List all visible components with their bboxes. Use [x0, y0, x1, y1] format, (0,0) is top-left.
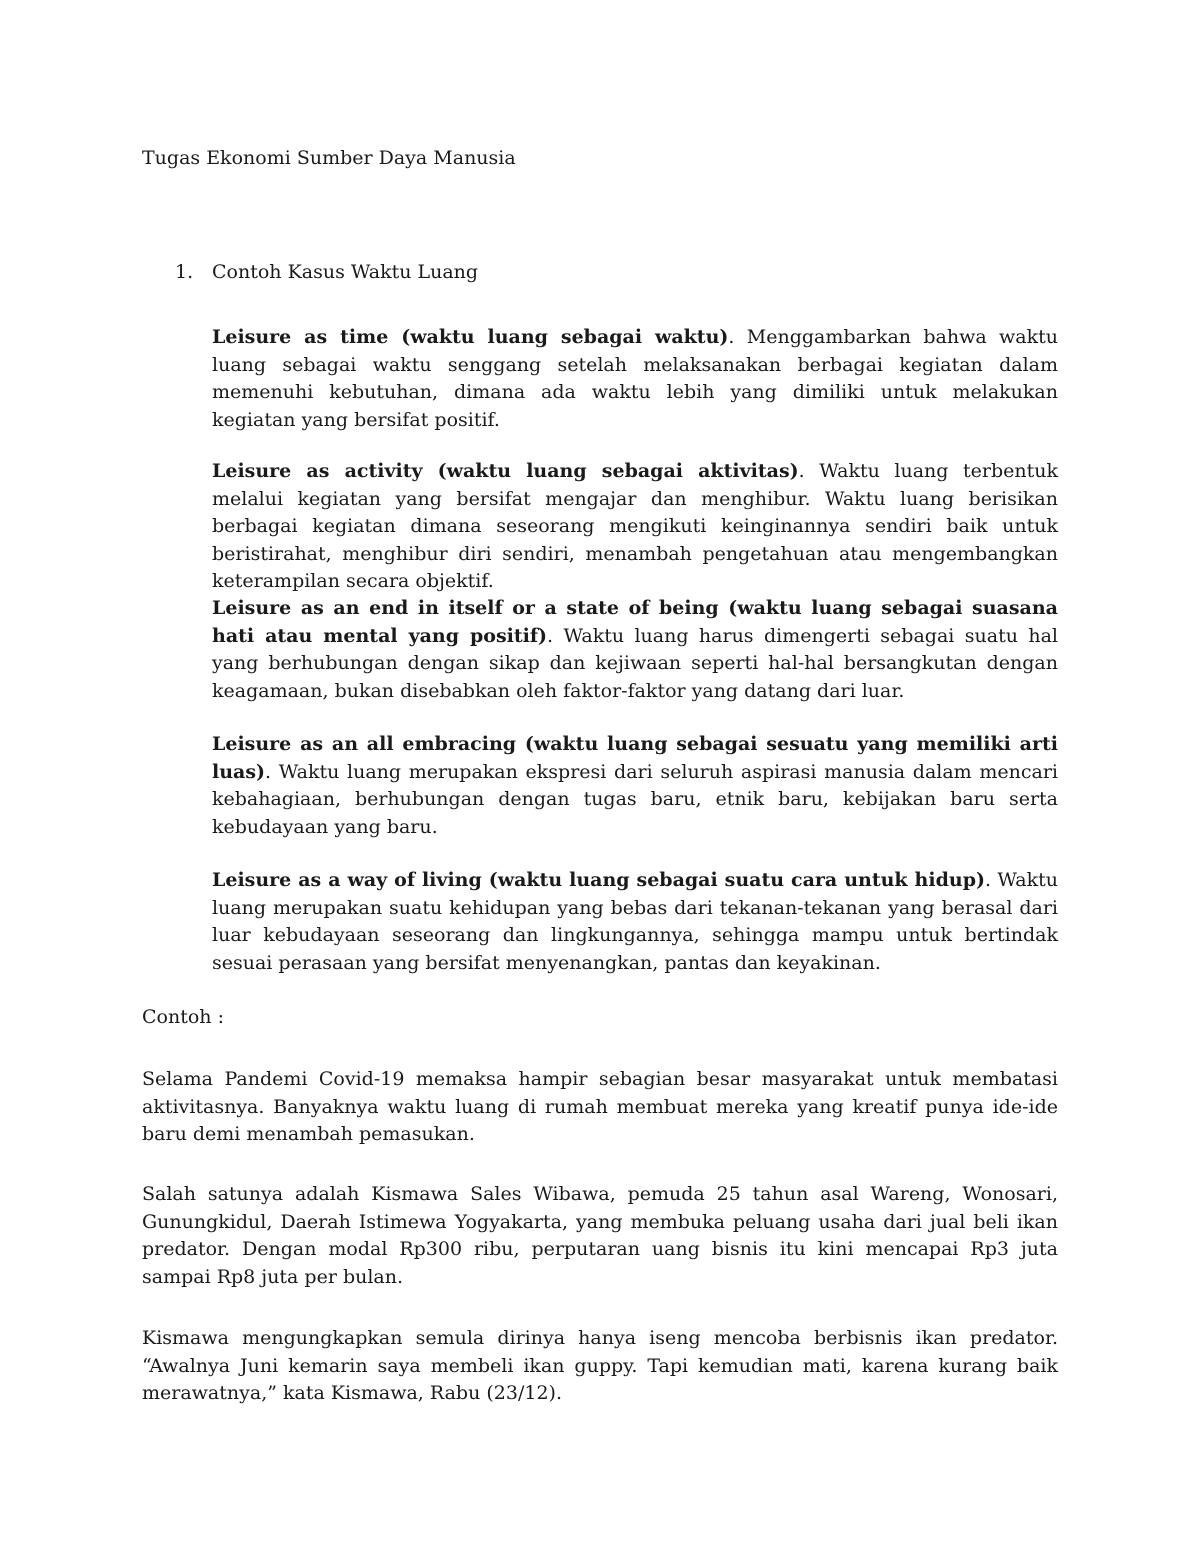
definition-paragraph	[212, 458, 1058, 596]
list-heading: Contoh Kasus Waktu Luang	[212, 261, 479, 283]
definition-paragraph	[212, 595, 1058, 705]
definition-term: Leisure as an all embracing (waktu luang sebagai sesuatu yang memiliki arti luas)	[212, 733, 1058, 783]
definition-description: . Waktu luang terbentuk melalui kegiatan yang bersifat mengajar dan menghibur. Waktu luang berisikan berbagai kegiatan dimana seseorang mengikuti keinginannya sendiri baik untuk beristirahat, menghibur diri sendiri, menambah pengetahuan atau mengembangkan keterampilan secara objektif.	[212, 460, 1058, 592]
example-paragraph: Kismawa mengungkapkan semula dirinya hanya iseng mencoba berbisnis ikan predator. “Awalnya Juni kemarin saya membeli ikan guppy. Tapi kemudian mati, karena kurang baik merawatnya,” kata Kismawa, Rabu (23/12).	[142, 1327, 1058, 1404]
definition-description: . Waktu luang harus dimengerti sebagai suatu hal yang berhubungan dengan sikap dan kejiwaan seperti hal-hal bersangkutan dengan keagamaan, bukan disebabkan oleh faktor-faktor yang datang dari luar.	[212, 624, 1058, 702]
definition-paragraph	[212, 324, 1058, 434]
list-number: 1.	[175, 261, 194, 283]
definition-description: . Waktu luang merupakan ekspresi dari seluruh aspirasi manusia dalam mencari kebahagiaan, berhubungan dengan tugas baru, etnik baru, kebijakan baru serta kebudayaan yang baru.	[212, 760, 1058, 838]
definition-term: Leisure as an end in itself or a state of being (waktu luang sebagai suasana hati atau mental yang positif)	[212, 597, 1058, 647]
definition-description: . Menggambarkan bahwa waktu luang sebagai waktu senggang setelah melaksanakan berbagai kegiatan dalam memenuhi kebutuhan, dimana ada waktu lebih yang dimiliki untuk melakukan kegiatan yang bersifat positif.	[212, 326, 1058, 431]
definition-term: Leisure as time (waktu luang sebagai waktu)	[212, 326, 729, 348]
definition-paragraph	[212, 867, 1058, 977]
example-paragraph: Selama Pandemi Covid-19 memaksa hampir sebagian besar masyarakat untuk membatasi aktivitasnya. Banyaknya waktu luang di rumah membuat mereka yang kreatif punya ide-ide baru demi menambah pemasukan.	[142, 1068, 1058, 1145]
definition-term: Leisure as a way of living (waktu luang sebagai suatu cara untuk hidup)	[212, 869, 985, 891]
example-label: Contoh :	[142, 1006, 224, 1028]
definition-term: Leisure as activity (waktu luang sebagai aktivitas)	[212, 460, 799, 482]
definition-description: . Waktu luang merupakan suatu kehidupan yang bebas dari tekanan-tekanan yang berasal dari luar kebudayaan seseorang dan lingkungannya, sehingga mampu untuk bertindak sesuai perasaan yang bersifat menyenangkan, pantas dan keyakinan.	[212, 869, 1058, 974]
example-paragraph: Salah satunya adalah Kismawa Sales Wibawa, pemuda 25 tahun asal Wareng, Wonosari, Gunungkidul, Daerah Istimewa Yogyakarta, yang membuka peluang usaha dari jual beli ikan predator. Dengan modal Rp300 ribu, perputaran uang bisnis itu kini mencapai Rp3 juta sampai Rp8 juta per bulan.	[142, 1183, 1058, 1288]
definition-paragraph	[212, 731, 1058, 841]
document-title: Tugas Ekonomi Sumber Daya Manusia	[142, 147, 516, 169]
